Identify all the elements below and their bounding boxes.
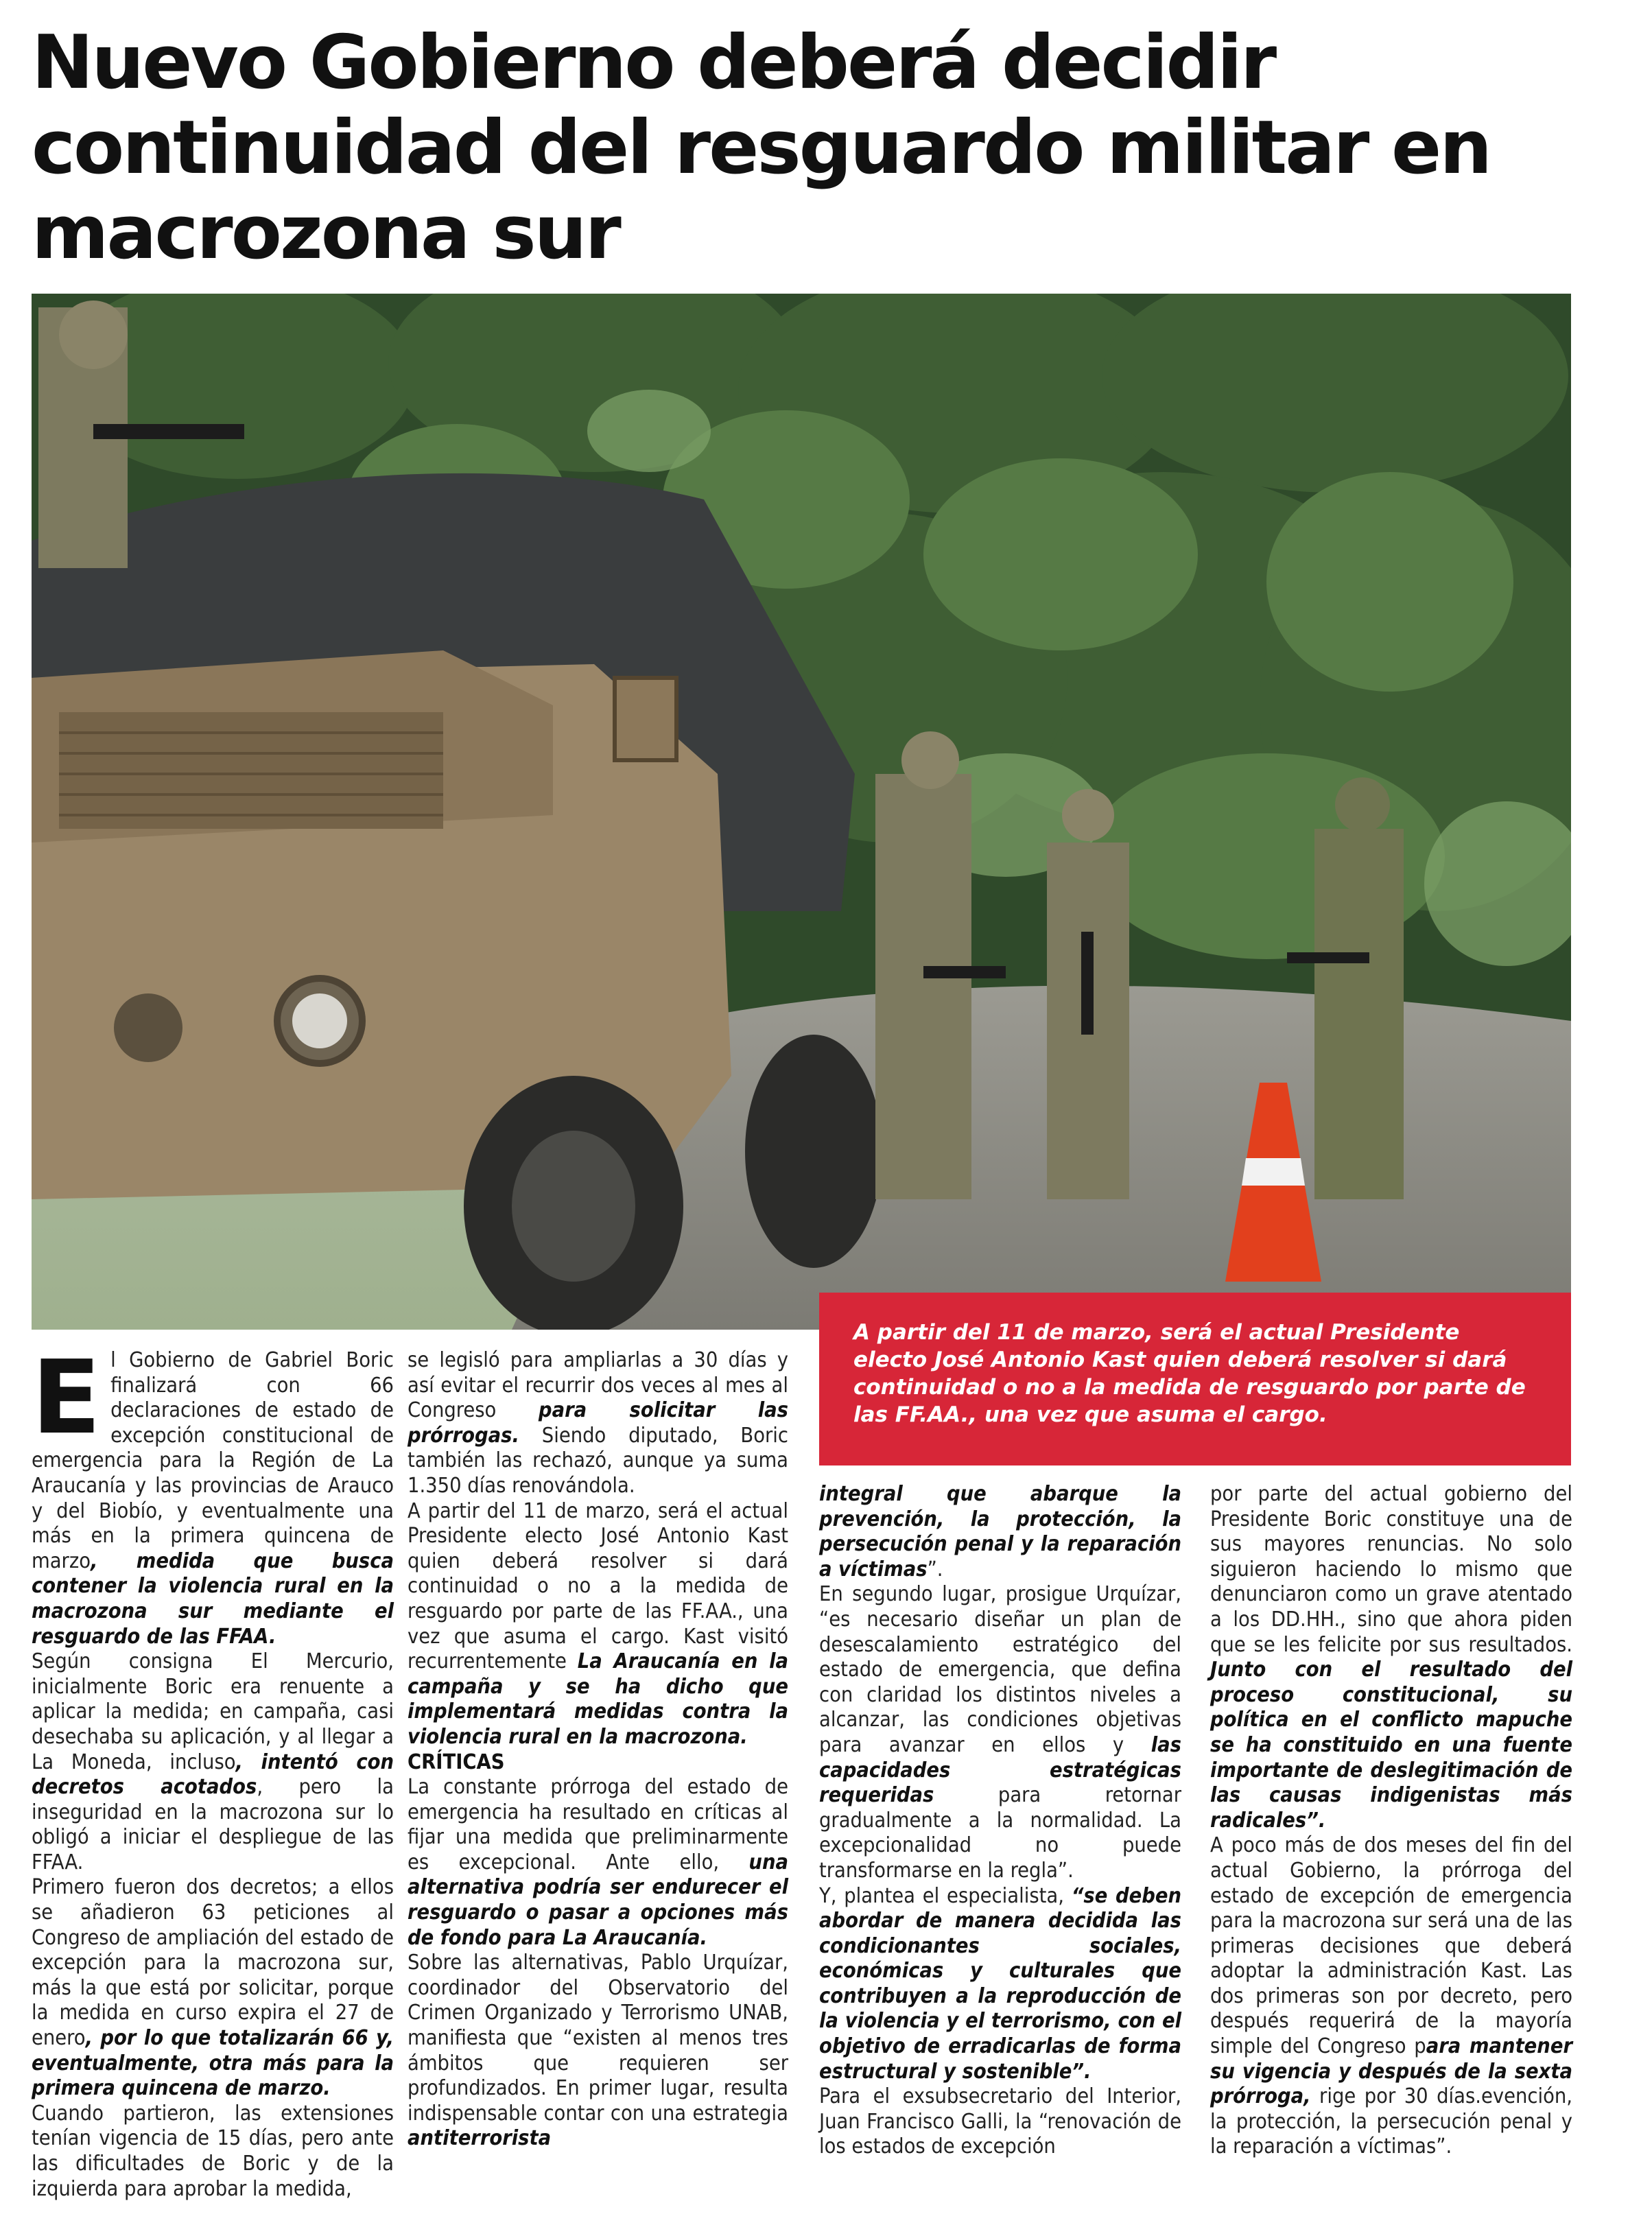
paragraph: Sobre las alternativas, Pablo Urquízar, coordinador del Observatorio del Crimen Organizado y Terrorismo UNAB, manifiesta que “existen al menos tres ámbitos que requieren ser profundizados. En primer lugar, resulta indispensable contar con una estrategia antiterrorista bbox=[408, 1951, 788, 2151]
article-photo bbox=[32, 294, 1571, 1330]
paragraph: Para el exsubsecretario del Interior, Juan Francisco Galli, la “renovación de los estados de excepción bbox=[819, 2084, 1181, 2159]
article-column-4 bbox=[1210, 1482, 1572, 2160]
paragraph: Cuando partieron, las extensiones tenían vigencia de 15 días, pero ante las dificultades de Boric y de la izquierda para aprobar la medida, bbox=[32, 2101, 394, 2201]
photo-caption: A partir del 11 de marzo, será el actual Presidente electo José Antonio Kast quien deberá resolver si dará continuidad o no a la medida de resguardo por parte de las FF.AA., una vez que asuma el cargo. bbox=[819, 1293, 1571, 1465]
paragraph: integral que abarque la prevención, la protección, la persecución penal y la reparación a víctimas”. bbox=[819, 1482, 1181, 1581]
headline: Nuevo Gobierno deberá decidir continuidad del resguardo militar en macrozona sur bbox=[32, 20, 1491, 276]
paragraph: La constante prórroga del estado de emergencia ha resultado en críticas al fijar una medida que preliminarmente es excepcional. Ante ello, una alternativa podría ser endurecer el resguardo o pasar a opciones más de fondo para La Araucanía. bbox=[408, 1775, 788, 1950]
paragraph: Y, plantea el especialista, “se deben abordar de manera decidida las condicionantes sociales, económicas y culturales que contribuyen a la reproducción de la violencia y el terrorismo, con el objetivo de erradicarlas de forma estructural y sostenible”. bbox=[819, 1883, 1182, 2084]
paragraph: Según consigna El Mercurio, inicialmente Boric era renuente a aplicar la medida; en campaña, casi desechaba su aplicación, y al llegar a La Moneda, incluso, intentó con decretos acotados, pero la inseguridad en la macrozona sur lo obligó a iniciar el despliegue de las FFAA. bbox=[32, 1649, 394, 1874]
drop-cap: E bbox=[32, 1339, 102, 1457]
paragraph: l Gobierno de Gabriel Boric finalizará con 66 declaraciones de estado de excepción constitucional de emergencia para la Región de La Araucanía y las provincias de Arauco y del Biobío, y eventualmente una más en la primera quincena de marzo, medida que busca contener la violencia rural en la macrozona sur mediante el resguardo de las FFAA. bbox=[32, 1348, 394, 1649]
paragraph: Primero fueron dos decretos; a ellos se añadieron 63 peticiones al Congreso de ampliación del estado de excepción para la macrozona sur, más la que está por solicitar, porque la medida en curso expira el 27 de enero, por lo que totalizarán 66 y, eventualmente, otra más para la primera quincena de marzo. bbox=[32, 1875, 394, 2101]
paragraph: por parte del actual gobierno del Presidente Boric constituye una de sus mayores renuncias. No solo siguieron haciendo lo mismo que denunciaron como un grave atentado a los DD.HH., sino que ahora piden que se les felicite por sus resultados. Junto con el resultado del proceso constitucional, su política en el conflicto mapuche se ha constituido en una fuente importante de deslegitimación de las causas indigenistas más radicales”. bbox=[1210, 1482, 1572, 1833]
paragraph: se legisló para ampliarlas a 30 días y así evitar el recurrir dos veces al mes al Congreso para solicitar las prórrogas. Siendo diputado, Boric también las rechazó, aunque ya suma 1.350 días renovándola. bbox=[408, 1348, 788, 1498]
paragraph: En segundo lugar, prosigue Urquízar, “es necesario diseñar un plan de desescalamiento estratégico del estado de emergencia, que defina con claridad los distintos niveles a alcanzar, las condiciones objetivas para avanzar en ellos y las capacidades estratégicas requeridas para retornar gradualmente a la normalidad. La excepcionalidad no puede transformarse en la regla”. bbox=[819, 1582, 1181, 1883]
article-column-3 bbox=[819, 1482, 1181, 2160]
article-column-2 bbox=[408, 1348, 788, 2152]
subheading: CRÍTICAS bbox=[408, 1750, 505, 1774]
article-column-1 bbox=[32, 1339, 394, 2202]
paragraph: A poco más de dos meses del fin del actual Gobierno, la prórroga del estado de excepción de emergencia para la macrozona sur será una de las primeras decisiones que deberá adoptar la administración Kast. Las dos primeras son por decreto, pero después requerirá de la mayoría simple del Congreso para mantener su vigencia y después de la sexta prórroga, rige por 30 días.evención, la protección, la persecución penal y la reparación a víctimas”. bbox=[1210, 1833, 1572, 2159]
soldiers-checkpoint-illustration bbox=[32, 294, 1571, 1330]
paragraph: A partir del 11 de marzo, será el actual Presidente electo José Antonio Kast quien deberá resolver si dará continuidad o no a la medida de resguardo por parte de las FF.AA., una vez que asuma el cargo. Kast visitó recurrentemente La Araucanía en la campaña y se ha dicho que implementará medidas contra la violencia rural en la macrozona. bbox=[408, 1498, 788, 1749]
